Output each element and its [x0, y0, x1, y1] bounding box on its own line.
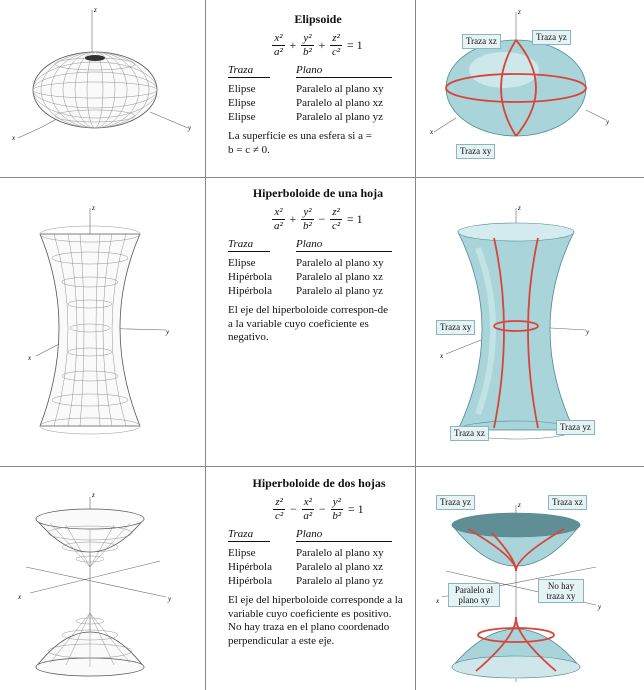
x-axis-label: x	[436, 597, 440, 605]
trace-table-header: Traza Plano	[228, 528, 410, 542]
hyperboloid-two-sheets-title: Hiperboloide de dos hojas	[252, 476, 386, 490]
x-axis-label: x	[440, 352, 444, 360]
table-row: Elipse Paralelo al plano xy	[228, 547, 384, 559]
hyperboloid-two-sheets-equation: $\frac{\text{z²}}{\text{c²}}$ − $\frac{\text{x²}}{\text{a²}}$ − $\frac{\text{y²}}{\text{b²}}$ = 1	[275, 496, 364, 522]
table-row: Hipérbola Paralelo al plano xz	[228, 271, 384, 283]
z-axis-label: z	[518, 204, 521, 212]
trace-table-header: Traza Plano	[228, 64, 408, 78]
x-axis-label: x	[430, 128, 434, 136]
trace-table	[228, 256, 408, 298]
trace-xz-label: Traza xz	[462, 34, 501, 49]
hyperboloid-one-sheet-shaded-cell	[416, 178, 644, 466]
table-row: Elipse Paralelo al plano xy	[228, 257, 384, 269]
trace-xz-label: Traza xz	[450, 426, 489, 441]
y-axis-label: y	[168, 595, 172, 603]
column-divider-1	[205, 0, 206, 690]
hyperboloid-two-sheets-note: El eje del hiperboloide corresponde a la variable cuyo coeficiente es positivo. No hay traza en el plano coordenado perpendicular a este eje.	[228, 594, 403, 647]
table-row: Elipse Paralelo al plano xz	[228, 97, 384, 109]
hyperboloid-one-sheet-text-cell	[228, 186, 408, 386]
table-row: Hipérbola Paralelo al plano yz	[228, 285, 384, 297]
no-trace-xy-label: No hay traza xy	[538, 579, 584, 603]
ellipsoid-wireframe-figure	[0, 0, 205, 177]
y-axis-label: y	[586, 328, 590, 336]
y-axis-label: y	[166, 328, 170, 336]
trace-yz-label: Traza yz	[556, 420, 595, 435]
hyperboloid-two-sheets-text-cell	[228, 476, 410, 690]
ellipsoid-text-cell	[228, 12, 408, 177]
trace-xy-label: Traza xy	[436, 320, 475, 335]
hyperboloid-one-sheet-title: Hiperboloide de una hoja	[252, 186, 384, 200]
ellipsoid-title: Elipsoide	[294, 12, 342, 26]
ellipsoid-wireframe-cell	[0, 0, 205, 177]
z-axis-label: z	[518, 8, 521, 16]
z-axis-label: z	[92, 204, 95, 212]
table-row: Elipse Paralelo al plano xy	[228, 83, 384, 95]
z-axis-label: z	[94, 6, 97, 14]
y-axis-label: y	[188, 124, 192, 132]
table-row: Hipérbola Paralelo al plano yz	[228, 575, 384, 587]
trace-yz-label: Traza yz	[436, 495, 475, 510]
x-axis-label: x	[28, 354, 32, 362]
table-row: Hipérbola Paralelo al plano xz	[228, 561, 384, 573]
ellipsoid-note: La superficie es una esfera si a = b = c ≠ 0.	[228, 130, 372, 156]
hyperboloid-one-sheet-note: El eje del hiperboloide correspon-de a la variable cuyo coeficiente es negativo.	[228, 304, 389, 343]
table-row: Elipse Paralelo al plano yz	[228, 111, 384, 123]
parallel-plane-xy-label: Paralelo al plano xy	[448, 583, 500, 607]
hyperboloid-one-sheet-wireframe-cell	[0, 178, 205, 466]
ellipsoid-shaded-figure	[416, 0, 644, 177]
trace-table-header: Traza Plano	[228, 238, 408, 252]
trace-xy-label: Traza xy	[456, 144, 495, 159]
hyperboloid-one-sheet-equation: $\frac{\text{x²}}{\text{a²}}$ + $\frac{\text{y²}}{\text{b²}}$ − $\frac{\text{z²}}{\text{c²}}$ = 1	[274, 206, 363, 232]
hyperboloid-two-sheets-wireframe-figure	[0, 467, 205, 690]
hyperboloid-two-sheets-wireframe-cell	[0, 467, 205, 690]
trace-xz-label: Traza xz	[548, 495, 587, 510]
hyperboloid-one-sheet-wireframe-figure	[0, 178, 205, 466]
trace-table	[228, 546, 410, 588]
trace-table	[228, 82, 408, 124]
x-axis-label: x	[18, 593, 22, 601]
hyperboloid-two-sheets-shaded-cell	[416, 467, 644, 690]
ellipsoid-equation: $\frac{\text{x²}}{\text{a²}}$ + $\frac{\text{y²}}{\text{b²}}$ + $\frac{\text{z²}}{\text{c²}}$ = 1	[274, 32, 363, 58]
x-axis-label: x	[12, 134, 16, 142]
ellipsoid-shaded-cell	[416, 0, 644, 177]
z-axis-label: z	[518, 501, 521, 509]
y-axis-label: y	[606, 118, 610, 126]
z-axis-label: z	[92, 491, 95, 499]
y-axis-label: y	[598, 603, 602, 611]
trace-yz-label: Traza yz	[532, 30, 571, 45]
